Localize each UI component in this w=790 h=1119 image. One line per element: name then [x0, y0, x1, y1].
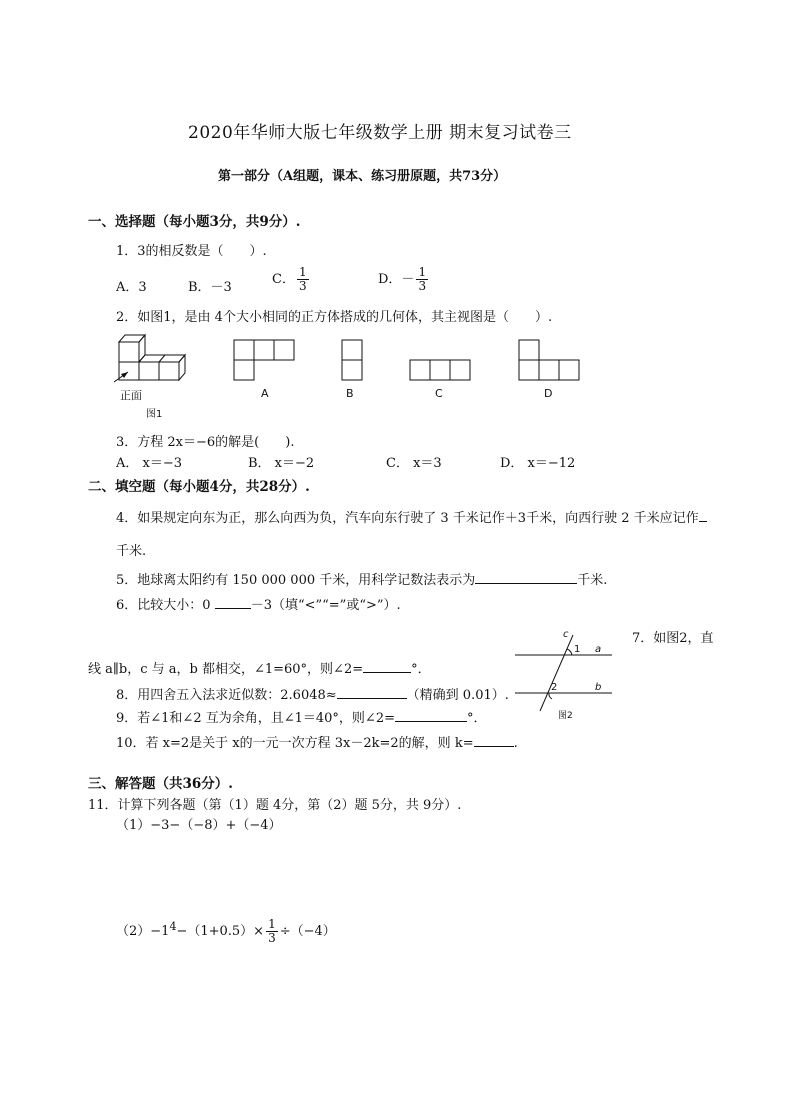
answer-blank-10[interactable] — [474, 746, 514, 747]
figure-c-label: C — [435, 387, 443, 400]
fraction-c: $\frac{1}{3}$ — [298, 265, 307, 294]
angle-2-arc — [549, 693, 552, 699]
figure-2 — [510, 625, 625, 725]
angle-1-arc — [567, 649, 572, 655]
question-4-line1: 4．如果规定向东为正，那么向西为负，汽车向东行驶了 3 千米记作＋3千米，向西行驶 2 千米应记作 — [116, 507, 707, 526]
question-10: 10．若 x=2是关于 x的一元一次方程 3x－2k=2的解，则 k= . — [116, 736, 518, 751]
label-angle-2: 2 — [551, 682, 558, 693]
question-1-stem: 1．3的相反数是（ ）. — [116, 244, 267, 259]
question-7-line2: 线 a∥b，c 与 a，b 都相交，∠1=60°，则∠2= °． — [88, 662, 431, 677]
answer-blank-6[interactable] — [215, 608, 251, 609]
question-3-option-b: B． x＝−2 — [248, 456, 315, 471]
answer-blank-8[interactable] — [337, 698, 407, 699]
question-1-option-d: D．－ $\frac{1}{3}$ — [378, 265, 427, 294]
answer-blank-4[interactable] — [699, 521, 707, 522]
page-title: 2020年华师大版七年级数学上册 期末复习试卷三 — [188, 123, 572, 143]
question-3-stem: 3．方程 2x＝−6的解是( ). — [116, 435, 295, 450]
arrow-icon — [121, 372, 128, 378]
question-11-part-2: $(2)-1^4-(1+0.5)\times$ $\frac{1}{3}$ ÷（−4） — [116, 917, 336, 946]
answer-blank-5[interactable] — [475, 583, 577, 584]
question-1-option-a: A．3 — [116, 280, 147, 295]
part-heading: 第一部分（A组题，课本、练习册原题，共73分） — [218, 169, 507, 184]
section-solve: 三、解答题（共36分）. — [88, 776, 233, 792]
question-6: 6．比较大小：0 －3（填“<”“=”或“>”）. — [116, 598, 401, 613]
fraction-d: $\frac{1}{3}$ — [418, 265, 427, 294]
question-2-stem: 2．如图1，是由 4个大小相同的正方体搭成的几何体，其主视图是（ ）. — [116, 310, 553, 325]
front-label: 正面 — [120, 389, 142, 402]
figure-1-label: 图1 — [146, 409, 163, 420]
question-3-option-a: A． x＝−3 — [116, 456, 183, 471]
question-1-option-c: C． $\frac{1}{3}$ — [272, 265, 307, 294]
line-c — [540, 635, 573, 711]
answer-blank-9[interactable] — [395, 721, 467, 722]
figure-d-label: D — [544, 387, 553, 400]
label-c: c — [563, 629, 569, 640]
answer-blank-7[interactable] — [363, 672, 411, 673]
section-choice: 一、选择题（每小题3分，共9分）. — [88, 214, 301, 230]
question-8: 8．用四舍五入法求近似数：2.6048≈ （精确到 0.01）. — [116, 688, 509, 703]
figure-2-label: 图2 — [558, 711, 573, 721]
figure-b-label: B — [346, 387, 354, 400]
figure-a-label: A — [261, 387, 269, 400]
section-fill: 二、填空题（每小题4分，共28分）. — [88, 479, 310, 495]
question-3-option-c: C． x＝3 — [386, 456, 442, 471]
question-4-line2: 千米. — [116, 544, 147, 559]
question-5: 5．地球离太阳约有 150 000 000 千米，用科学记数法表示为 千米. — [116, 573, 608, 588]
question-2-figures — [106, 330, 606, 425]
question-3-option-d: D． x＝−12 — [500, 456, 576, 471]
fraction-part-2: $\frac{1}{3}$ — [268, 917, 276, 946]
question-11-stem: 11．计算下列各题（第（1）题 4分，第（2）题 5分，共 9分）. — [88, 798, 462, 813]
question-11-part-1: （1）−3−（−8）+（−4） — [116, 818, 282, 833]
label-b: b — [595, 682, 602, 693]
question-1-option-b: B．－3 — [188, 280, 232, 295]
label-a: a — [595, 644, 602, 655]
label-angle-1: 1 — [574, 644, 581, 655]
question-7-lead: 7．如图2，直 — [632, 631, 714, 646]
question-9: 9．若∠1和∠2 互为余角，且∠1＝40°，则∠2= °． — [116, 711, 487, 726]
